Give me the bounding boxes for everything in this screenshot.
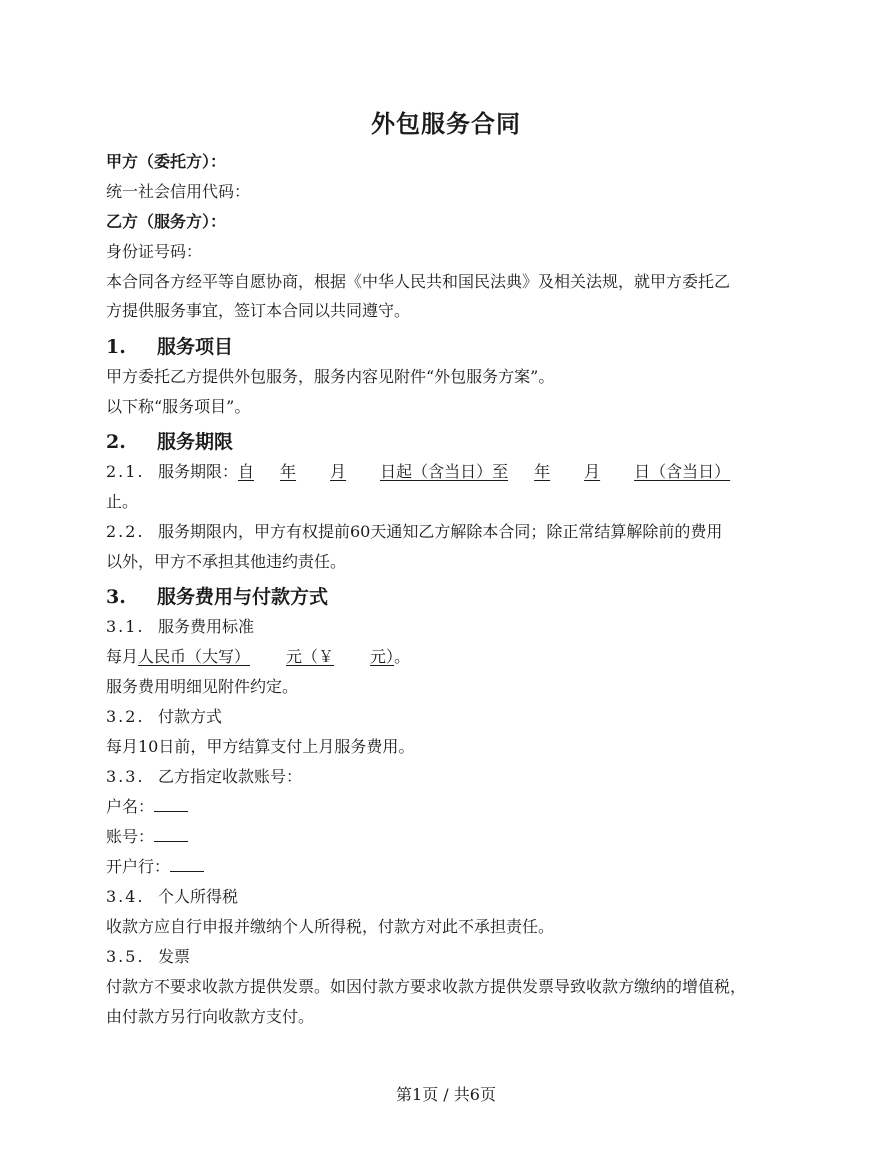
- section-2-heading: [106, 427, 233, 454]
- clause-3-2: [106, 706, 222, 728]
- bank-row: [106, 856, 204, 878]
- clause-3-2-number: 3.2.: [106, 707, 145, 726]
- period-end-month: 月: [584, 462, 601, 481]
- period-end-day: 日（含当日）: [634, 462, 731, 481]
- fee-end: 。: [394, 647, 411, 666]
- clause-2-2-number: 2.2.: [106, 522, 145, 541]
- fee-detail: 服务费用明细见附件约定。: [106, 677, 299, 696]
- id-number-label: 身份证号码：: [106, 242, 203, 261]
- clause-3-3: [106, 766, 302, 788]
- clause-2-2-line-2: 以外，甲方不承担其他违约责任。: [106, 552, 347, 571]
- section-3-title: 服务费用与付款方式: [157, 586, 329, 608]
- clause-3-1: [106, 616, 254, 638]
- clause-3-3-number: 3.3.: [106, 767, 145, 786]
- fee-yuan-label: 元（￥: [286, 647, 335, 666]
- account-number-row: [106, 826, 188, 848]
- clause-3-1-number: 3.1.: [106, 617, 145, 636]
- clause-2-1-number: 2.1.: [106, 462, 145, 481]
- clause-3-5-number: 3.5.: [106, 947, 145, 966]
- tax-text: 收款方应自行申报并缴纳个人所得税，付款方对此不承担责任。: [106, 917, 555, 936]
- section-1-number: 1.: [106, 336, 126, 358]
- period-start-year: 年: [280, 462, 297, 481]
- section-2-title: 服务期限: [157, 431, 234, 453]
- payment-text: 每月10日前，甲方结算支付上月服务费用。: [106, 737, 415, 756]
- period-start-day: 日起（含当日）至: [380, 462, 509, 481]
- clause-3-1-title: 服务费用标准: [158, 617, 255, 636]
- fee-amount-blank: [138, 647, 394, 666]
- fee-prefix: 每月: [106, 647, 139, 666]
- section-1-line-2: 以下称“服务项目”。: [106, 397, 251, 416]
- fee-yuan-close: 元）: [370, 647, 395, 666]
- document-title: 外包服务合同: [371, 109, 521, 138]
- clause-3-4-number: 3.4.: [106, 887, 145, 906]
- party-b-label: 乙方（服务方）：: [106, 212, 227, 231]
- service-period-blank: [238, 462, 730, 481]
- credit-code-label: 统一社会信用代码：: [106, 182, 251, 201]
- account-name-blank: [154, 797, 188, 812]
- period-start-month: 月: [330, 462, 347, 481]
- section-3-heading: [106, 582, 328, 609]
- clause-3-2-title: 付款方式: [158, 707, 223, 726]
- clause-3-4-title: 个人所得税: [158, 887, 239, 906]
- period-from: 自: [238, 462, 255, 481]
- preamble-line-1: 本合同各方经平等自愿协商，根据《中华人民共和国民法典》及相关法规，就甲方委托乙: [106, 272, 731, 291]
- account-number-label: 账号：: [106, 827, 155, 846]
- period-end-year: 年: [534, 462, 551, 481]
- clause-2-1-tail: 止。: [106, 492, 139, 511]
- clause-2-1: [106, 461, 730, 483]
- clause-3-5-title: 发票: [158, 947, 191, 966]
- clause-2-1-label: 服务期限：: [158, 462, 239, 481]
- bank-blank: [170, 857, 204, 872]
- clause-3-5: [106, 946, 190, 968]
- section-3-number: 3.: [106, 586, 126, 608]
- preamble-line-2: 方提供服务事宜，签订本合同以共同遵守。: [106, 301, 411, 320]
- clause-3-4: [106, 886, 238, 908]
- party-a-label: 甲方（委托方）：: [106, 152, 227, 171]
- clause-3-3-title: 乙方指定收款账号：: [158, 767, 303, 786]
- bank-label: 开户行：: [106, 857, 171, 876]
- fee-rmb-label: 人民币（大写）: [138, 647, 251, 666]
- section-1-title: 服务项目: [157, 336, 234, 358]
- invoice-line-2: 由付款方另行向收款方支付。: [106, 1007, 315, 1026]
- clause-2-2-text: 服务期限内，甲方有权提前60天通知乙方解除本合同；除正常结算解除前的费用: [158, 522, 723, 541]
- account-name-label: 户名：: [106, 797, 155, 816]
- invoice-line-1: 付款方不要求收款方提供发票。如因付款方要求收款方提供发票导致收款方缴纳的增值税，: [106, 977, 747, 996]
- account-number-blank: [154, 827, 188, 842]
- section-2-number: 2.: [106, 431, 126, 453]
- account-name-row: [106, 796, 188, 818]
- fee-standard-line: [106, 646, 410, 668]
- section-1-heading: [106, 332, 233, 359]
- section-1-line-1: 甲方委托乙方提供外包服务，服务内容见附件“外包服务方案”。: [106, 367, 555, 386]
- clause-2-2-line-1: [106, 521, 722, 543]
- page-number: 第1页 / 共6页: [396, 1085, 496, 1104]
